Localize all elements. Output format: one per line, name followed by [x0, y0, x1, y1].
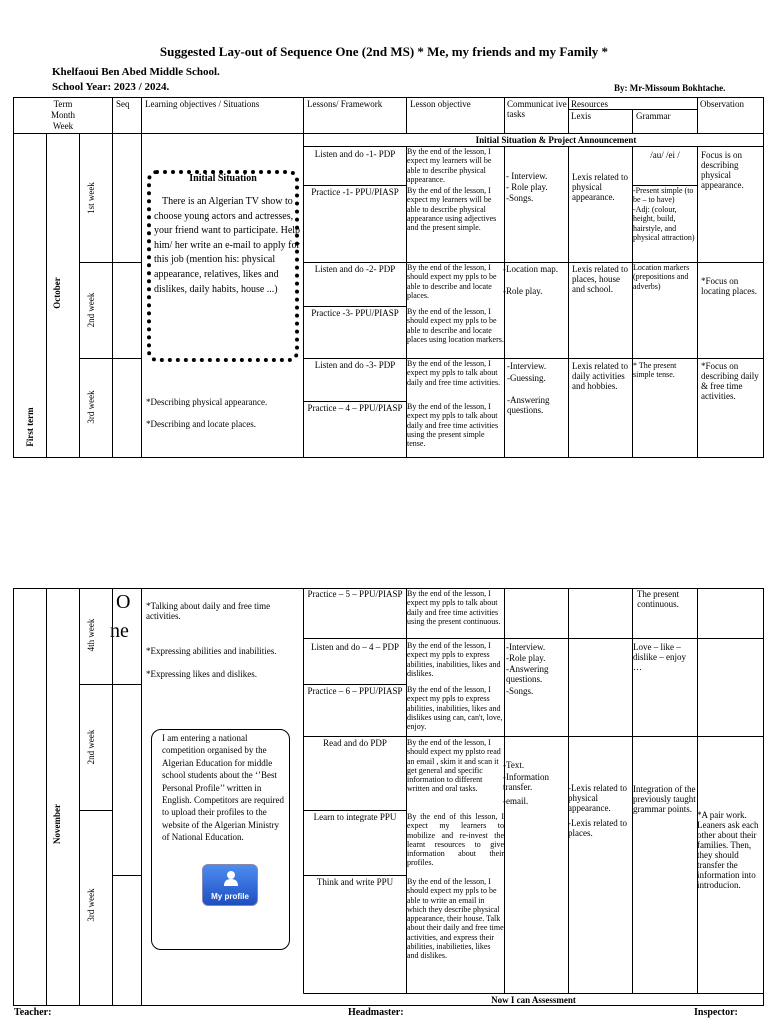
- lesson-7: Practice – 5 – PPU/PIASP: [307, 589, 403, 599]
- lesson-objective-9: By the end of the lesson, I expect my ppls to express abilities, inabilities, likes and dislikes using can, can't, love, enjoy.: [407, 685, 503, 732]
- lesson-objective-5: By the end of the lesson, I expect my ppls to talk about daily and free time activities.: [407, 359, 501, 387]
- objective-5: *Expressing likes and dislikes.: [146, 669, 257, 679]
- month-label-october: October: [52, 277, 62, 309]
- lesson-6: Practice – 4 – PPU/PIASP: [307, 403, 403, 413]
- header-observation: Observation: [700, 99, 744, 109]
- lesson-9: Practice – 6 – PPU/PIASP: [307, 686, 403, 696]
- header-month: Month: [50, 110, 75, 120]
- grammar-cell: Location markers (prepositions and adverbs): [633, 263, 690, 291]
- lesson-11: Learn to integrate PPU: [313, 812, 397, 822]
- lexis-cell: Lexis related to physical appearance.: [572, 172, 628, 202]
- school-name: Khelfaoui Ben Abed Middle School.: [52, 66, 220, 78]
- school-year: School Year: 2023 / 2024.: [52, 81, 170, 93]
- comm-task: - Role play.: [506, 182, 548, 192]
- lesson-10: Read and do PDP: [323, 738, 387, 748]
- lesson-objective-11: By the end of this lesson, I expect my learners to mobilize and re-invest the learnt resources to give information about their profiles.: [407, 812, 504, 868]
- objective-4: *Expressing abilities and inabilities.: [146, 646, 277, 656]
- lexis-cell: Lexis related to daily activities and hobbies.: [572, 361, 628, 391]
- grammar-cell: -Adj: (colour, height, build, hairstyle, and physical attraction): [633, 205, 695, 242]
- my-profile-badge: [202, 864, 258, 906]
- author: By: Mr-Missoum Bokhtache.: [614, 83, 726, 93]
- comm-task: -Songs.: [506, 686, 534, 696]
- lesson-8: Listen and do – 4 – PDP: [310, 642, 399, 652]
- comm-task: -Interview.: [507, 361, 547, 371]
- lesson-objective-10: By the end of the lesson, I should expect my pplsto read an email , skim it and scan it get general and specific information to different written and oral tasks.: [407, 738, 501, 794]
- header-week: Week: [52, 121, 74, 131]
- lesson-objective-7: By the end of the lesson, I expect my ppls to talk about daily and free time activities using the present continuous.: [407, 589, 501, 626]
- header-communicative: Communicat ive tasks: [507, 99, 567, 119]
- comm-task: -Answering questions.: [506, 664, 549, 684]
- lesson-1: Listen and do -1- PDP: [314, 149, 396, 159]
- page-title: Suggested Lay-out of Sequence One (2nd MS) * Me, my friends and my Family *: [159, 44, 609, 59]
- seq-number-line2: ne: [110, 620, 129, 642]
- lesson-4: Practice -3- PPU/PIASP: [311, 308, 399, 318]
- lesson-3: Listen and do -2- PDP: [314, 264, 396, 274]
- comm-task: - Interview.: [506, 171, 548, 181]
- comm-task: -Songs.: [506, 193, 534, 203]
- header-lesson-objective: Lesson objective: [410, 99, 471, 109]
- footer-inspector: Inspector:: [694, 1007, 738, 1018]
- comm-task: -Text.: [503, 760, 525, 770]
- week-label-3b: 3rd week: [86, 888, 96, 922]
- objective-3: *Talking about daily and free time activities.: [146, 601, 271, 621]
- comm-task: -email.: [503, 796, 529, 806]
- lesson-5: Listen and do -3- PDP: [314, 360, 396, 370]
- week-label-4: 4th week: [86, 618, 96, 652]
- final-situation-text: I am entering a national competition organised by the Algerian Education for middle school students about the ‘’Best Personal Profile’’ written in English. Competitors are required to upload their profiles to the website of the Algerian Ministry of National Education.: [162, 733, 284, 843]
- observation-cell: *Focus on locating places.: [701, 276, 757, 296]
- lexis-cell: -Lexis related to places.: [568, 818, 627, 838]
- situation-text: There is an Algerian TV show to choose young actors and actresses, your friend want to participate. Help him/ her write an e-mail to apply for this job (mention his: physical appearance, relatives, likes and dislikes, daily habits, house ...): [154, 196, 301, 295]
- header-resources: Resources: [571, 99, 608, 109]
- week-label-2: 2nd week: [86, 292, 96, 328]
- objective-1: *Describing physical appearance.: [146, 397, 268, 407]
- situation-title: Initial Situation: [189, 173, 257, 184]
- lesson-objective-2: By the end of the lesson, I expect my learners will be able to describe physical appearance using adjectives and the present simple.: [407, 186, 497, 233]
- observation-cell: *A pair work. Leaners ask each other about their families. Then, they should transfer the information into introducion.: [697, 810, 759, 890]
- lexis-cell: -Lexis related to physical appearance.: [568, 783, 627, 813]
- comm-task: -Guessing.: [507, 373, 546, 383]
- lesson-objective-8: By the end of the lesson, I expect my ppls to express abilities, inabilities, likes and dislikes.: [407, 641, 501, 678]
- comm-task: -Information transfer.: [503, 772, 549, 792]
- lesson-objective-4: By the end of the lesson, I should expect my ppls to be able to describe and locate places using location markers.: [407, 307, 504, 344]
- header-seq: Seq: [116, 99, 130, 109]
- week-label-1: 1st week: [86, 182, 96, 214]
- grammar-cell: Integration of the previously taught grammar points.: [633, 784, 696, 814]
- week-label-3: 3rd week: [86, 390, 96, 424]
- observation-cell: Focus is on describing physical appearance.: [701, 150, 744, 190]
- grammar-cell: * The present simple tense.: [633, 361, 677, 380]
- observation-cell: *Focus on describing daily & free time activities.: [701, 361, 759, 401]
- month-label-november: November: [52, 804, 62, 844]
- grammar-cell: Love – like – dislike – enjoy …: [633, 642, 686, 672]
- grammar-cell: The present continuous.: [636, 589, 680, 609]
- header-lessons: Lessons/ Framework: [307, 99, 383, 109]
- header-term: Term: [53, 99, 73, 109]
- footer-teacher: Teacher:: [14, 1007, 52, 1018]
- comm-task: -Role play.: [506, 653, 546, 663]
- lesson-objective-12: By the end of the lesson, I should expect my ppls to be able to write an email in which they describe physical appearance, their house. Talk about their daily and free time activities, and express their abilities, inabilieties, likes and dislikes.: [407, 877, 504, 961]
- comm-task: -Answering questions.: [507, 395, 550, 415]
- lesson-objective-6: By the end of the lesson, I expect my ppls to talk about daily and free time activities using the present simple tense.: [407, 402, 499, 449]
- user-icon: [223, 870, 239, 886]
- my-profile-label: My profile: [211, 892, 249, 901]
- lesson-2: Practice -1- PPU/PIASP: [311, 187, 399, 197]
- initial-banner: Initial Situation & Project Announcement: [475, 135, 637, 145]
- header-objectives: Learning objectives / Situations: [145, 99, 260, 109]
- week-label-2b: 2nd week: [86, 729, 96, 765]
- comm-task: -Location map.: [503, 264, 558, 274]
- lesson-objective-1: By the end of the lesson, I expect my learners will be able to describe physical appearance.: [407, 147, 492, 184]
- lesson-12: Think and write PPU: [316, 877, 394, 887]
- lexis-cell: Lexis related to places, house and school.: [572, 264, 628, 294]
- header-lexis: Lexis: [571, 111, 591, 121]
- grammar-cell: -Present simple (to be – to have): [633, 186, 694, 205]
- lesson-objective-3: By the end of the lesson, I should expect my ppls to be able to describe and locate places.: [407, 263, 497, 300]
- seq-number-line1: O: [116, 591, 131, 613]
- header-grammar: Grammar: [636, 111, 671, 121]
- term-label: First term: [25, 407, 35, 447]
- objective-2: *Describing and locate places.: [146, 419, 256, 429]
- comm-task: -Interview.: [506, 642, 546, 652]
- footer-headmaster: Headmaster:: [348, 1007, 404, 1018]
- assessment-row: Now I can Assessment: [491, 995, 576, 1005]
- grammar-cell: /au/ /ei /: [650, 150, 680, 160]
- comm-task: -Role play.: [503, 286, 543, 296]
